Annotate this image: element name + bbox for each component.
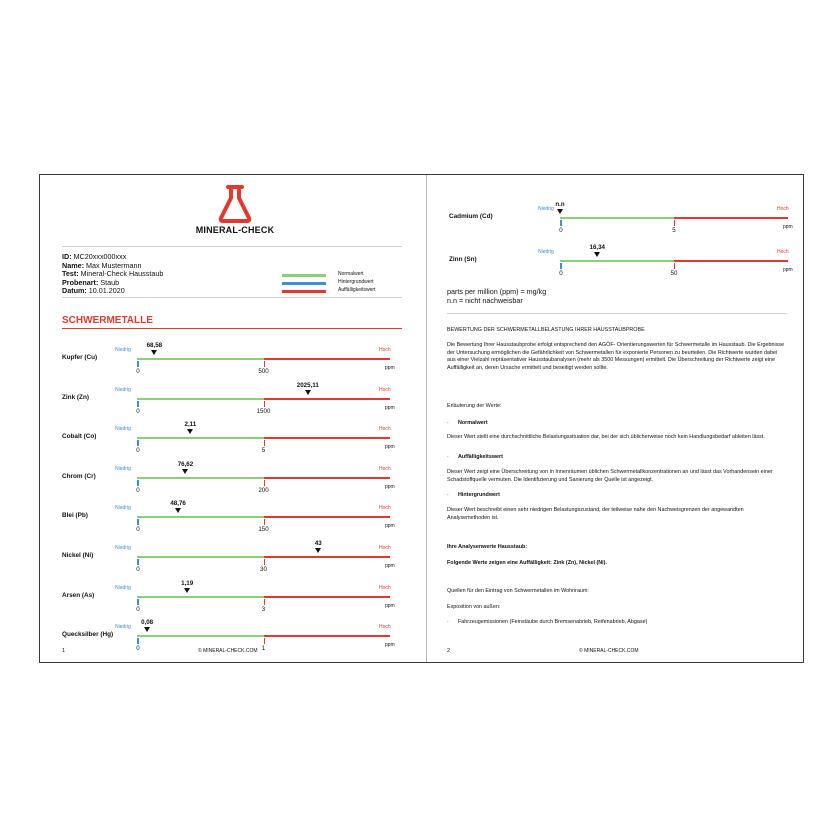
term-normal-text: Dieser Wert stellt eine durchschnittliche Belastungssituation dar, bei der sich üblicherweise noch kein Handlungsbedarf ableiten lässt.	[447, 434, 765, 440]
low-label: Niedrig	[115, 465, 131, 472]
metal-name: Cobalt (Co)	[62, 433, 97, 441]
high-label: Hoch	[379, 386, 391, 393]
footer-copyright: © MINERAL-CHECK.COM	[198, 648, 258, 654]
threshold-tick	[264, 480, 265, 486]
tick-label-min: 0	[136, 645, 140, 653]
threshold-tick	[264, 440, 265, 446]
legend-swatch-normal	[282, 274, 326, 277]
normal-range-bar	[560, 260, 674, 262]
background-tick	[137, 361, 139, 367]
value-label: 43	[314, 540, 322, 547]
high-label: Hoch	[379, 584, 391, 591]
tick-label-min: 0	[136, 447, 140, 455]
metal-name: Zink (Zn)	[62, 393, 89, 401]
background-tick	[137, 599, 139, 605]
metal-row-cobalt-co	[40, 420, 426, 456]
tick-label-threshold: 5	[261, 447, 266, 455]
high-label: Hoch	[379, 465, 391, 472]
legend-swatch-conspicuous	[282, 290, 326, 293]
background-tick	[137, 480, 139, 486]
tick-label-threshold: 500	[258, 368, 269, 375]
value-label: 2,11	[184, 421, 197, 429]
exposure-heading: Exposition von außen:	[447, 604, 501, 610]
section-underline	[62, 328, 402, 329]
normal-range-bar	[137, 398, 264, 400]
page-number: 1	[62, 648, 66, 654]
value-marker-icon	[557, 209, 563, 214]
notes-divider	[447, 313, 787, 314]
background-tick	[137, 638, 139, 644]
high-label: Hoch	[777, 249, 789, 255]
background-tick	[137, 519, 139, 525]
footer-copyright: © MINERAL-CHECK.COM	[579, 648, 639, 654]
explanation-heading: Erläuterung der Werte:	[447, 403, 502, 409]
page-2: Cadmium (Cd) Niedrig Hoch 0 5 ppm n.n Zinn (Sn) Niedrig Hoch 0 50 ppm 16,34 parts per million (ppm) = mg/kg n.n = nicht nachweisbar BEWERTUNG DER SCHWERMETALLBELASTUNG IHRER HAUSSTAUBPROBE Die Bewertung Ihrer Hausstaubprobe erfolgt entsprechend den AGÖF- Orientierungswerten für Schwermetalle im Hausstaub. Die Ergebnisse der Untersuchung ermöglichen die Gefährlichkeit von Schwermetallen für exponierte Personen zu beurteilen. Die Richtwerte wurden dabei aus einer Vielzahl repräsentativer Hausstaubanalysen (mehr als 3500 Messungen) ermittelt. Die Überschreitung der Richtwerte zeigt eine Auffälligkeit an, deren Ursache ermittelt und beseitigt werden sollte. Erläuterung der Werte: · Normalwert Dieser Wert stellt eine durchschnittliche Belastungssituation dar, bei der sich üblicherweise noch kein Handlungsbedarf ableiten lässt. · Auffälligkeitswert Dieser Wert zeigt eine Überschreitung von in Innenräumen üblichen Schwermetallkonzentrationen an und lässt das Vorhandensein einer Schadstoffquelle vermuten. Die Identifizierung und Sanierung der Quelle ist angezeigt. · Hintergrundwert Dieser Wert beschreibt einen sehr niedrigen Belastungszustand, der teilweise nahe den Nachweisgrenzen der angewandten Analysemethoden ist. Ihre Analysenwerte Hausstaub: Folgende Werte zeigen eine Auffälligkeit: Zink (Zn), Nickel (Ni). Quellen für den Eintrag von Schwermetallen im Wohnraum: Exposition von außen: · Fahrzeugemissionen (Feinstäube durch Bremsenabrieb, Reifenabrieb, Abgase) 2 © MINERAL-CHECK.COM	[427, 175, 805, 662]
low-label: Niedrig	[115, 386, 131, 393]
low-label: Niedrig	[115, 505, 131, 512]
tick-label-min: 0	[136, 526, 140, 534]
high-label: Hoch	[379, 624, 391, 631]
metal-name: Zinn (Sn)	[449, 256, 477, 263]
legend-swatch-background	[282, 282, 326, 285]
metal-name: Cadmium (Cd)	[449, 213, 493, 220]
term-background: Hintergrundwert	[458, 492, 500, 498]
threshold-tick	[264, 361, 265, 367]
assessment-title: BEWERTUNG DER SCHWERMETALLBELASTUNG IHRER HAUSSTAUBPROBE	[447, 327, 645, 333]
metal-row-nickel-ni	[40, 539, 426, 575]
normal-range-bar	[137, 556, 264, 558]
metal-row-arsen-as	[40, 579, 426, 615]
background-tick	[560, 220, 562, 226]
value-label: n.n	[555, 201, 565, 208]
value-label: 16,34	[589, 244, 605, 251]
normal-range-bar	[137, 596, 264, 598]
value-marker-icon	[175, 508, 181, 513]
threshold-tick	[264, 638, 265, 644]
unit-label: ppm	[385, 563, 395, 569]
value-marker-icon	[151, 350, 157, 355]
threshold-tick	[264, 401, 265, 407]
metal-row-zink-zn	[40, 381, 426, 417]
normal-range-bar	[137, 358, 264, 360]
value-marker-icon	[184, 588, 190, 593]
high-label: Hoch	[379, 426, 391, 433]
tick-label-min: 0	[559, 270, 563, 277]
tick-label-min: 0	[136, 407, 140, 415]
term-background-text: Dieser Wert beschreibt einen sehr niedrigen Belastungszustand, der teilweise nahe den Nachweisgrenzen der angewandten Analysemethoden ist.	[447, 507, 744, 521]
value-marker-icon	[594, 252, 600, 257]
conspicuous-range-bar	[264, 398, 391, 400]
metal-row-kupfer-cu	[40, 341, 426, 377]
section-title: SCHWERMETALLE	[62, 315, 153, 326]
tick-label-threshold: 3	[261, 605, 266, 613]
units-note: parts per million (ppm) = mg/kg n.n = nicht nachweisbar	[447, 287, 547, 305]
tick-label-threshold: 200	[258, 486, 269, 494]
value-marker-icon	[187, 429, 193, 434]
document-spread	[39, 174, 804, 663]
metal-name: Arsen (As)	[62, 591, 95, 599]
value-marker-icon	[315, 548, 321, 553]
tick-label-threshold: 50	[670, 270, 678, 277]
conspicuous-range-bar	[264, 358, 391, 360]
conspicuous-range-bar	[264, 516, 391, 518]
legend-item-background: Hintergrundwert	[282, 279, 402, 287]
low-label: Niedrig	[115, 426, 131, 433]
normal-range-bar	[137, 437, 264, 439]
info-row-date: Datum: 10.01.2020	[62, 286, 125, 296]
unit-label: ppm	[385, 523, 395, 530]
page-number: 2	[447, 648, 451, 654]
low-label: Niedrig	[115, 347, 131, 353]
conspicuous-range-bar	[264, 596, 391, 598]
metal-row-cadmium-cd	[427, 200, 813, 236]
value-marker-icon	[144, 627, 150, 632]
legend	[282, 271, 402, 296]
conspicuous-range-bar	[264, 477, 391, 479]
high-label: Hoch	[379, 545, 391, 551]
info-row-test: Test: Mineral-Check Hausstaub	[62, 269, 164, 279]
metal-name: Blei (Pb)	[62, 512, 88, 520]
normal-range-bar	[137, 516, 264, 518]
sources-heading: Quellen für den Eintrag von Schwermetallen im Wohnraum:	[447, 588, 589, 594]
value-label: 68,58	[146, 342, 163, 349]
high-label: Hoch	[379, 505, 391, 512]
metal-name: Quecksilber (Hg)	[62, 631, 114, 639]
legend-item-conspicuous: Auffälligkeitswert	[282, 287, 402, 295]
info-divider	[62, 297, 402, 298]
threshold-tick	[264, 519, 265, 525]
unit-label: ppm	[385, 365, 395, 371]
unit-label: ppm	[385, 483, 395, 490]
tick-label-min: 0	[136, 486, 140, 494]
value-label: 0,08	[141, 619, 154, 627]
threshold-tick	[264, 599, 265, 605]
term-normal: Normalwert	[458, 420, 488, 426]
conspicuous-range-bar	[264, 635, 391, 637]
background-tick	[560, 263, 562, 269]
unit-label: ppm	[385, 404, 395, 411]
metal-row-blei-pb	[40, 499, 426, 535]
tick-label-min: 0	[136, 566, 140, 573]
value-marker-icon	[305, 390, 311, 395]
tick-label-min: 0	[136, 368, 140, 375]
flask-logo-icon	[218, 185, 252, 223]
tick-label-threshold: 5	[672, 227, 676, 234]
background-tick	[137, 440, 139, 446]
exposure-item: Fahrzeugemissionen (Feinstäube durch Bremsenabrieb, Reifenabrieb, Abgase)	[458, 619, 648, 625]
metal-row-zinn-sn	[427, 243, 813, 279]
assessment-intro: Die Bewertung Ihrer Hausstaubprobe erfolgt entsprechend den AGÖF- Orientierungswerten für Schwermetalle im Hausstaub. Die Ergebnisse der Untersuchung ermöglichen die Gefährlichkeit von Schwermetallen für exponierte Personen zu beurteilen. Die Richtwerte wurden dabei aus einer Vielzahl repräsentativer Hausstaubanalysen (mehr als 3500 Messungen) ermittelt. Die Überschreitung der Richtwerte zeigt eine Auffälligkeit an, deren Ursache ermittelt und beseitigt werden sollte.	[447, 342, 785, 371]
background-tick	[137, 401, 139, 407]
unit-label: ppm	[385, 602, 395, 609]
info-row-name: Name: Max Mustermann	[62, 260, 142, 270]
low-label: Niedrig	[538, 249, 554, 255]
unit-label: ppm	[385, 642, 395, 649]
low-label: Niedrig	[115, 584, 131, 591]
legend-item-normal: Normalwert	[282, 271, 402, 279]
metal-name: Chrom (Cr)	[62, 472, 96, 480]
low-label: Niedrig	[115, 624, 131, 631]
threshold-tick	[674, 263, 675, 269]
normal-range-bar	[560, 217, 674, 219]
conspicuous-range-bar	[264, 437, 391, 439]
value-label: 48,76	[170, 500, 186, 508]
conspicuous-range-bar	[264, 556, 391, 558]
high-label: Hoch	[777, 206, 789, 212]
tick-label-threshold: 150	[258, 526, 269, 534]
info-row-sample-type: Probenart: Staub	[62, 277, 120, 287]
term-conspicuous: Auffälligkeitswert	[458, 454, 503, 460]
results-text: Folgende Werte zeigen eine Auffälligkeit: Zink (Zn), Nickel (Ni).	[447, 560, 607, 566]
background-tick	[137, 559, 139, 565]
tick-label-min: 0	[136, 605, 140, 613]
low-label: Niedrig	[115, 545, 131, 551]
brand-name: MINERAL-CHECK	[195, 225, 275, 235]
tick-label-threshold: 1500	[256, 407, 271, 415]
term-conspicuous-text: Dieser Wert zeigt eine Überschreitung von in Innenräumen üblichen Schwermetallkonzentrationen an und lässt das Vorhandensein einer Schadstoffquelle vermuten. Die Identifizierung und Sanierung der Quelle ist angezeigt.	[447, 469, 773, 483]
unit-label: ppm	[385, 444, 395, 451]
value-label: 1,19	[181, 579, 194, 587]
normal-range-bar	[137, 477, 264, 479]
tick-label-threshold: 30	[260, 566, 267, 573]
metal-row-chrom-cr	[40, 460, 426, 496]
metal-name: Nickel (Ni)	[62, 552, 94, 559]
threshold-tick	[264, 559, 265, 565]
value-marker-icon	[182, 469, 188, 474]
unit-label: ppm	[783, 224, 793, 230]
tick-label-min: 0	[559, 227, 563, 234]
value-label: 2025,11	[296, 381, 319, 389]
results-heading: Ihre Analysenwerte Hausstaub:	[447, 544, 528, 550]
value-label: 76,62	[177, 460, 194, 468]
threshold-tick	[674, 220, 675, 226]
tick-label-threshold: 1	[261, 645, 266, 653]
sample-info	[62, 253, 163, 296]
page-1	[40, 175, 426, 662]
conspicuous-range-bar	[674, 260, 788, 262]
header-divider	[62, 246, 402, 247]
high-label: Hoch	[379, 347, 391, 353]
info-row-id: ID: MC20xxx000xxx	[62, 252, 127, 261]
normal-range-bar	[137, 635, 264, 637]
metal-name: Kupfer (Cu)	[62, 354, 98, 361]
low-label: Niedrig	[538, 206, 554, 212]
conspicuous-range-bar	[674, 217, 788, 219]
unit-label: ppm	[783, 267, 793, 273]
